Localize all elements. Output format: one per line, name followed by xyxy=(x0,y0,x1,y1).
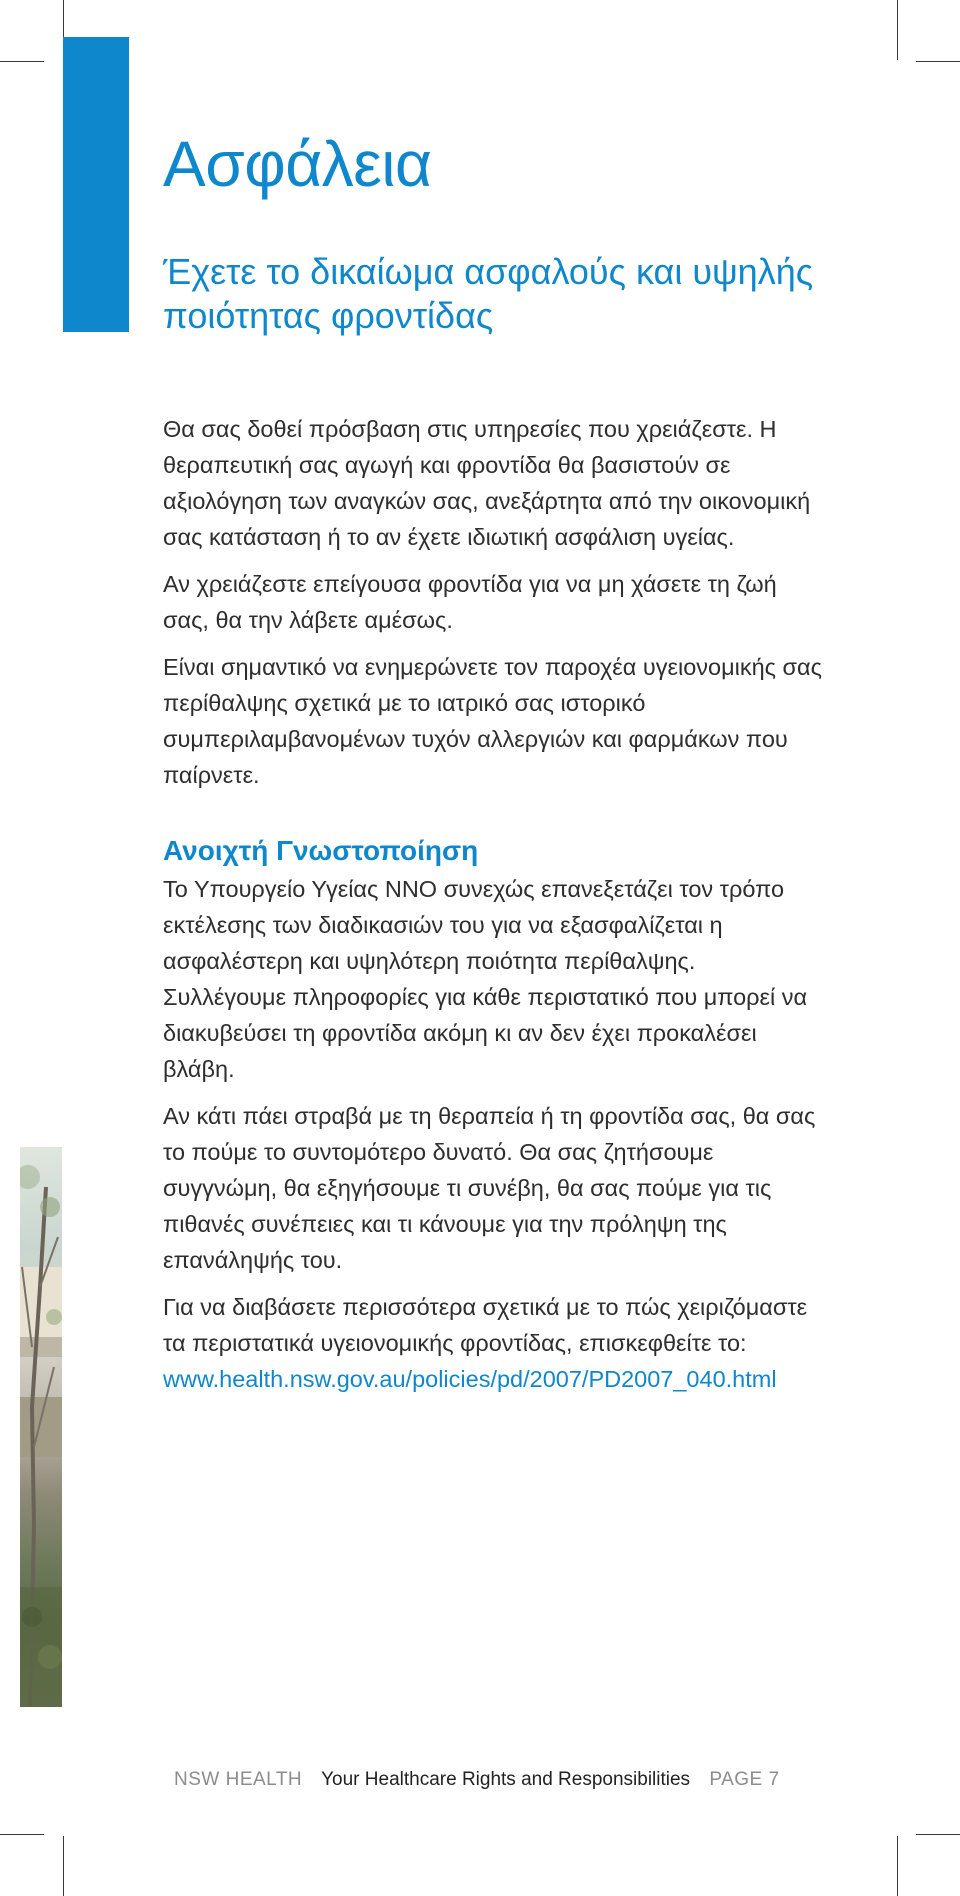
crop-mark-bottom-left xyxy=(63,1836,64,1896)
crop-mark-top-right-h xyxy=(916,61,960,62)
paragraph-more-info xyxy=(163,1289,823,1397)
paragraph-access: Θα σας δοθεί πρόσβαση στις υπηρεσίες που χρειάζεστε. Η θεραπευτική σας αγωγή και φροντίδα θα βασιστούν σε αξιολόγηση των αναγκών σας, ανεξάρτητα από την οικονομική σας κατάσταση ή το αν έχετε ιδιωτική ασφάλιση υγείας. xyxy=(163,416,811,550)
page-title: Ασφάλεια xyxy=(163,128,432,200)
more-info-text: Για να διαβάσετε περισσότερα σχετικά με το πώς χειριζόμαστε τα περιστατικά υγειονομικής φροντίδας, επισκεφθείτε το: xyxy=(163,1294,808,1356)
footer-page-number: PAGE 7 xyxy=(709,1769,780,1790)
footer-document-title: Your Healthcare Rights and Responsibilities xyxy=(321,1769,691,1790)
crop-mark-bottom-right xyxy=(897,1836,898,1896)
crop-mark-bottom-left-h xyxy=(0,1834,44,1835)
photo-strip-image xyxy=(20,1147,62,1707)
page-subtitle: Έχετε το δικαίωμα ασφαλούς και υψηλής ποιότητας φροντίδας xyxy=(163,251,814,336)
page-footer xyxy=(174,1767,806,1793)
crop-mark-top-left-h xyxy=(0,61,44,62)
crop-mark-top-right xyxy=(897,0,898,60)
crop-mark-bottom-right-h xyxy=(916,1834,960,1835)
accent-bar xyxy=(63,37,129,332)
policy-link[interactable]: www.health.nsw.gov.au/policies/pd/2007/PD2007_040.html xyxy=(163,1366,777,1392)
body-content xyxy=(163,411,823,1408)
paragraph-emergency: Αν χρειάζεστε επείγουσα φροντίδα για να μη χάσετε τη ζωή σας, θα την λάβετε αμέσως. xyxy=(163,571,777,633)
footer-brand: NSW HEALTH xyxy=(174,1769,303,1790)
paragraph-medical-history: Είναι σημαντικό να ενημερώνετε τον παροχέα υγειονομικής σας περίθαλψης σχετικά με το ιατρικό σας ιστορικό συμπεριλαμβανομένων τυχόν αλλεργιών και φαρμάκων που παίρνετε. xyxy=(163,654,822,788)
tree-photo-illustration xyxy=(20,1147,62,1707)
paragraph-apology: Αν κάτι πάει στραβά με τη θεραπεία ή τη φροντίδα σας, θα σας το πούμε το συντομότερο δυνατό. Θα σας ζητήσουμε συγγνώμη, θα εξηγήσουμε τι συνέβη, θα σας πούμε για τις πιθανές συνέπειες και τι κάνουμε για την πρόληψη της επανάληψής του. xyxy=(163,1103,816,1273)
section-heading-open-disclosure: Ανοιχτή Γνωστοποίηση xyxy=(163,835,479,866)
paragraph-review: Το Υπουργείο Υγείας ΝΝΟ συνεχώς επανεξετάζει τον τρόπο εκτέλεσης των διαδικασιών του για να εξασφαλίζεται η ασφαλέστερη και υψηλότερη ποιότητα περίθαλψης. Συλλέγουμε πληροφορίες για κάθε περιστατικό που μπορεί να διακυβεύσει τη φροντίδα ακόμη κι αν δεν έχει προκαλέσει βλάβη. xyxy=(163,876,808,1082)
